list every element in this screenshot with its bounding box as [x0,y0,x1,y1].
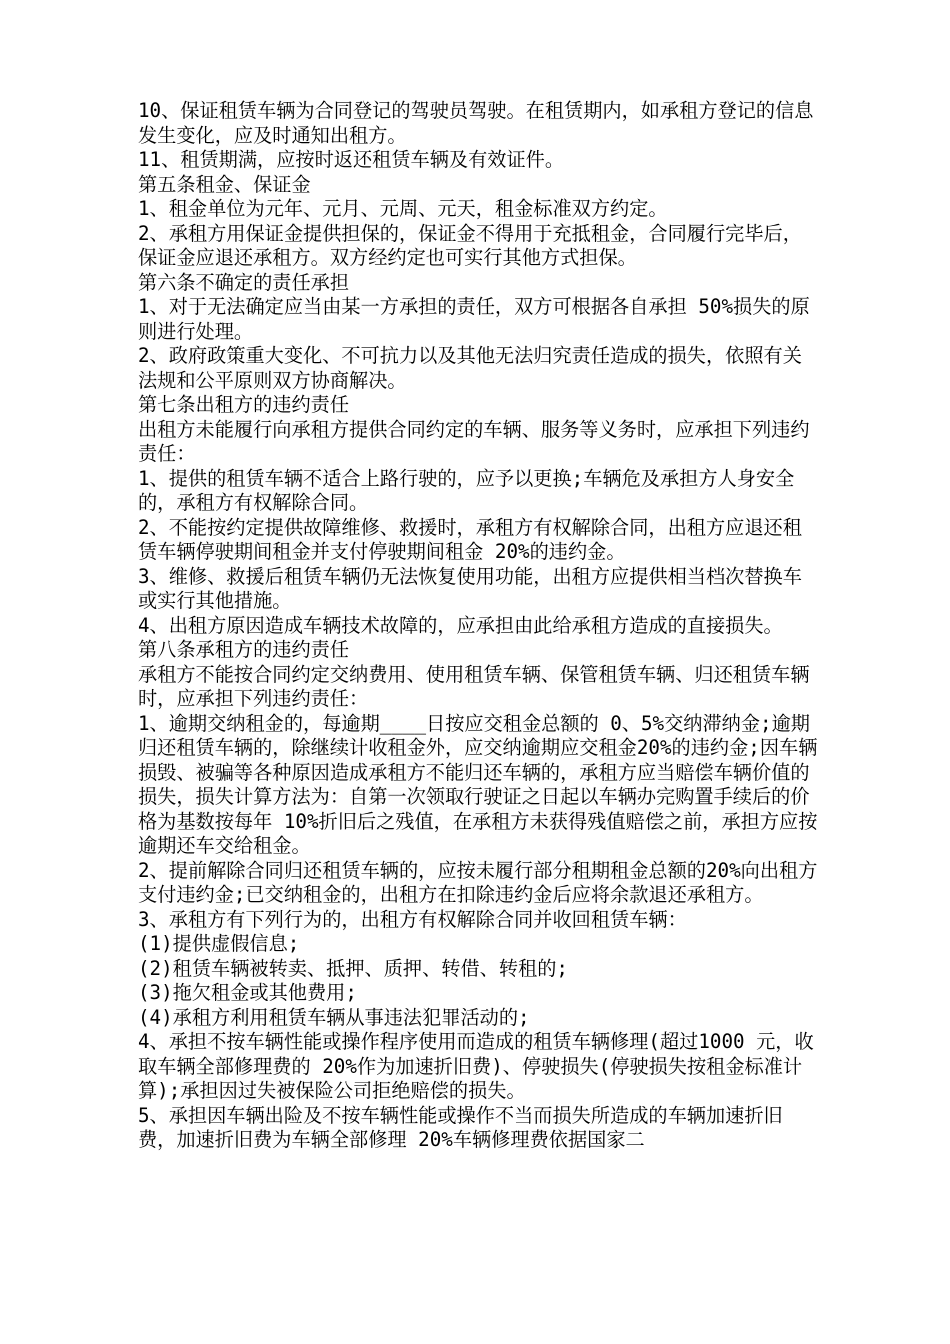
article-6-clause-2: 2、政府政策重大变化、不可抗力以及其他无法归究责任造成的损失，依照有关法规和公平原则双方协商解决。 [138,344,802,392]
article-5-clause-1: 1、租金单位为元年、元月、元周、元天，租金标准双方约定。 [138,197,668,220]
article-8-clause-3: 3、承租方有下列行为的，出租方有权解除合同并收回租赁车辆： [138,907,687,931]
contract-text [138,99,818,1153]
article-7-clause-2: 2、不能按约定提供故障维修、救援时，承租方有权解除合同，出租方应退还租赁车辆停驶期间租金并支付停驶期间租金 20%的违约金。 [138,515,802,563]
article-8-item-4: (4)承租方利用租赁车辆从事违法犯罪活动的; [138,1005,530,1029]
article-7-clause-1: 1、提供的租赁车辆不适合上路行驶的，应予以更换;车辆危及承担方人身安全的，承租方有权解除合同。 [138,466,795,514]
article-8-clause-5: 5、承担因车辆出险及不按车辆性能或操作不当而损失所造成的车辆加速折旧费，加速折旧费为车辆全部修理 20%车辆修理费依据国家二 [138,1103,783,1151]
article-7-clause-4: 4、出租方原因造成车辆技术故障的，应承担由此给承租方造成的直接损失。 [138,613,783,637]
article-5-heading: 第五条租金、保证金 [138,172,311,196]
article-8-clause-4: 4、承担不按车辆性能或操作程序使用而造成的租赁车辆修理(超过1000 元，收取车辆全部修理费的 20%作为加速折旧费)、停驶损失(停驶损失按租金标准计算);承担因过失被保险公司拒绝赔偿的损失。 [138,1030,814,1102]
article-6-heading: 第六条不确定的责任承担 [138,270,350,294]
article-6-clause-1: 1、对于无法确定应当由某一方承担的责任，双方可根据各自承担 50%损失的原则进行处理。 [138,295,810,343]
article-8-item-3: (3)拖欠租金或其他费用; [138,981,357,1004]
article-7-clause-3: 3、维修、救援后租赁车辆仍无法恢复使用功能，出租方应提供相当档次替换车或实行其他措施。 [138,564,802,612]
clause-11: 11、租赁期满，应按时返还租赁车辆及有效证件。 [138,148,565,171]
article-8-intro: 承租方不能按合同约定交纳费用、使用租赁车辆、保管租赁车辆、归还租赁车辆时，应承担下列违约责任： [138,662,810,710]
article-8-clause-2: 2、提前解除合同归还租赁车辆的，应按未履行部分租期租金总额的20%向出租方支付违约金;已交纳租金的，出租方在扣除违约金后应将余款退还承租方。 [138,858,818,906]
article-7-heading: 第七条出租方的违约责任 [138,393,350,416]
article-8-item-1: (1)提供虚假信息; [138,932,300,955]
article-7-intro: 出租方未能履行向承租方提供合同约定的车辆、服务等义务时，应承担下列违约责任： [138,417,810,465]
article-5-clause-2: 2、承租方用保证金提供担保的，保证金不得用于充抵租金，合同履行完毕后，保证金应退还承租方。双方经约定也可实行其他方式担保。 [138,221,802,269]
article-8-heading: 第八条承租方的违约责任 [138,638,350,661]
clause-10: 10、保证租赁车辆为合同登记的驾驶员驾驶。在租赁期内，如承租方登记的信息发生变化，应及时通知出租方。 [138,99,814,147]
article-8-clause-1: 1、逾期交纳租金的，每逾期____日按应交租金总额的 0、5%交纳滞纳金;逾期归还租赁车辆的，除继续计收租金外，应交纳逾期应交租金20%的违约金;因车辆损毁、被骗等各种原因造成承租方不能归还车辆的，承租方应当赔偿车辆价值的损失，损失计算方法为：自第一次领取行驶证之日起以车辆办完购置手续后的价格为基数按每年 10%折旧后之残值，在承租方未获得残值赔偿之前，承担方应按逾期还车交给租金。 [138,711,818,857]
article-8-item-2: (2)租赁车辆被转卖、抵押、质押、转借、转租的; [138,956,568,980]
